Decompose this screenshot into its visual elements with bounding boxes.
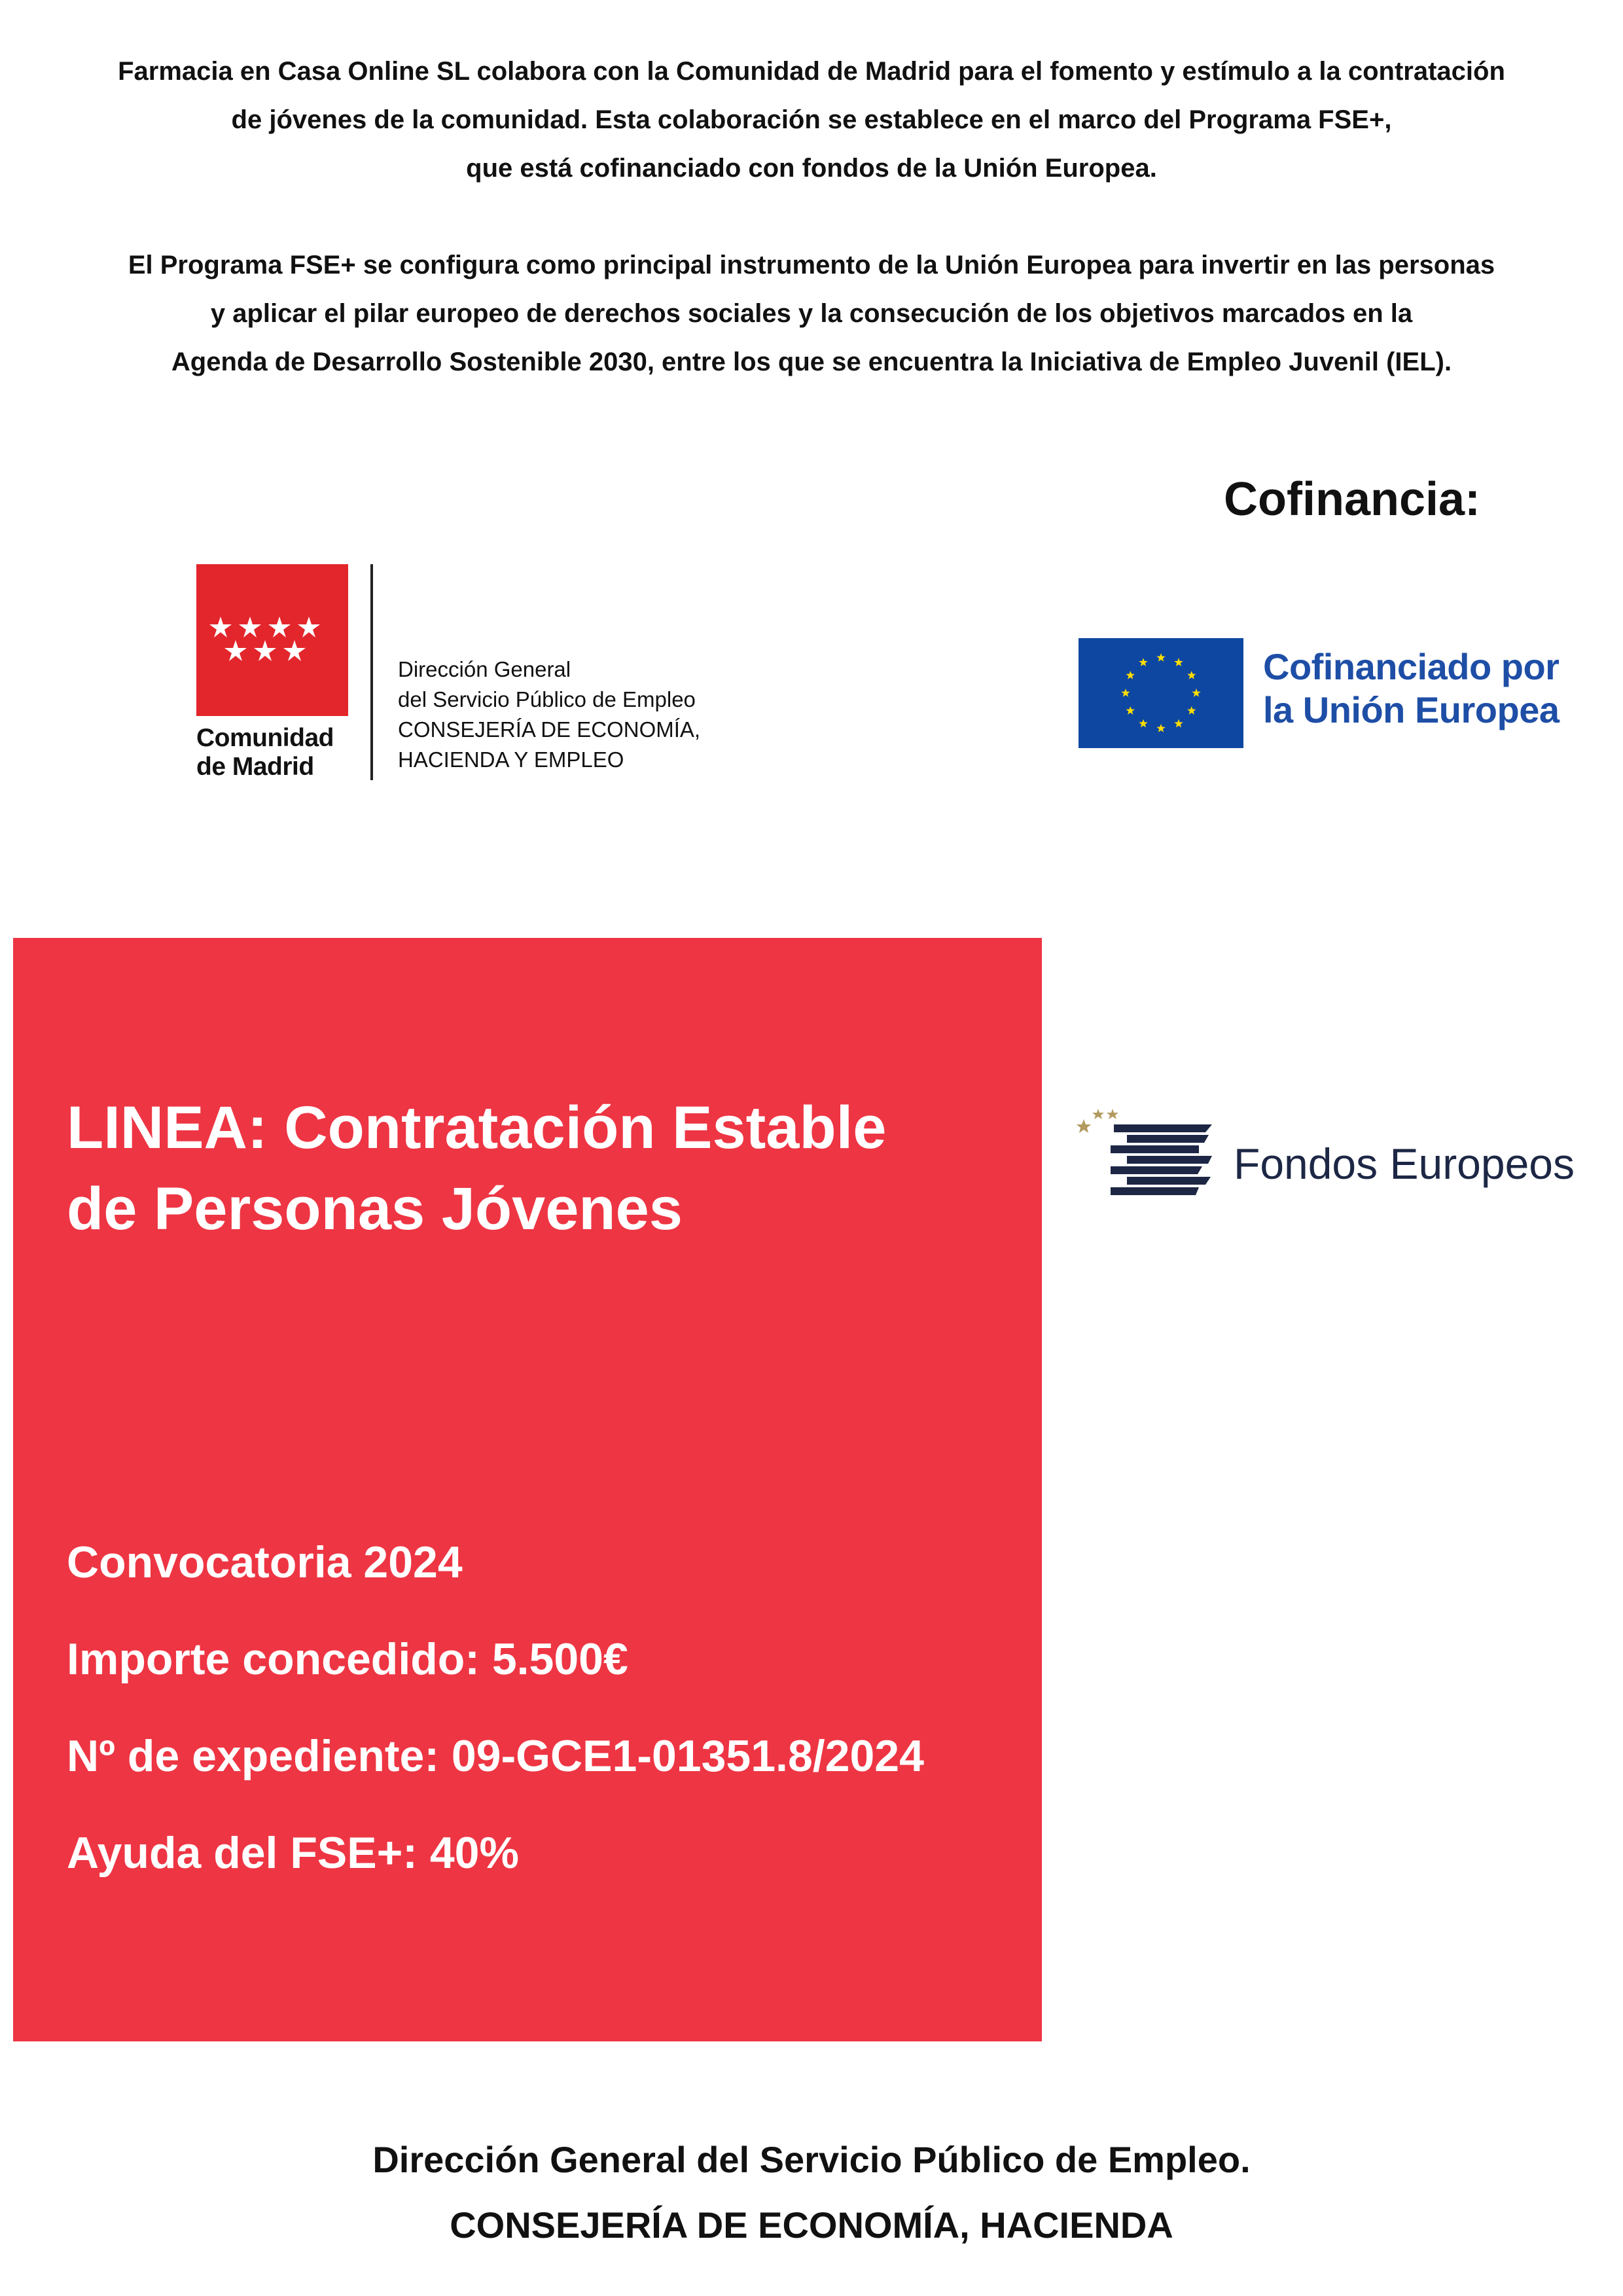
- fondos-europeos-icon: [1075, 1106, 1219, 1204]
- convocatoria-text: Convocatoria 2024: [67, 1537, 463, 1587]
- eu-star: [1121, 689, 1130, 697]
- stars-icon: [196, 564, 348, 716]
- panel-title-line-1: LINEA: Contratación Estable: [67, 1094, 887, 1161]
- eu-star: [1139, 719, 1147, 728]
- expediente-text: Nº de expediente: 09-GCE1-01351.8/2024: [67, 1731, 924, 1781]
- eu-star: [1126, 706, 1135, 715]
- eu-text-line-1: Cofinanciado por: [1263, 646, 1560, 687]
- eu-flag-icon: [1079, 638, 1243, 748]
- cofinancia-label: Cofinancia:: [1224, 473, 1481, 526]
- eu-star: [1139, 658, 1147, 666]
- eu-star: [1187, 671, 1196, 679]
- eu-star: [1174, 719, 1183, 728]
- eu-star: [1156, 724, 1165, 732]
- fondos-europeos-text: Fondos Europeos: [1234, 1139, 1575, 1188]
- importe-text: Importe concedido: 5.500€: [67, 1634, 628, 1684]
- ayuda-text: Ayuda del FSE+: 40%: [67, 1828, 519, 1878]
- intro-line: Farmacia en Casa Online SL colabora con la Comunidad de Madrid para el fomento y estímulo a la contratación: [118, 57, 1505, 86]
- eu-star: [1187, 706, 1196, 715]
- department-line: del Servicio Público de Empleo: [398, 687, 696, 711]
- panel-details: [67, 1536, 1022, 1924]
- comunidad-madrid-emblem: [196, 564, 348, 716]
- comunidad-madrid-name: [196, 724, 353, 781]
- comunidad-madrid-logo: [196, 564, 353, 780]
- intro-paragraph-2: [0, 241, 1623, 386]
- eu-star: [1192, 689, 1200, 697]
- intro-line: de jóvenes de la comunidad. Esta colaboración se establece en el marco del Programa FSE+,: [231, 105, 1392, 134]
- panel-title: [67, 1087, 1022, 1249]
- eu-star: [1156, 653, 1165, 662]
- intro-paragraph-1: [0, 47, 1623, 192]
- comunidad-madrid-department: [398, 655, 700, 775]
- eu-text-line-2: la Unión Europea: [1263, 689, 1560, 730]
- logo-divider: [370, 564, 373, 780]
- footer-line-1: Dirección General del Servicio Público de Empleo.: [372, 2139, 1251, 2180]
- department-line: HACIENDA Y EMPLEO: [398, 747, 624, 772]
- cm-name-line-2: de Madrid: [196, 753, 314, 781]
- program-info-panel: [13, 938, 1042, 2041]
- panel-title-line-2: de Personas Jóvenes: [67, 1175, 683, 1242]
- department-line: CONSEJERÍA DE ECONOMÍA,: [398, 717, 701, 742]
- intro-line: que está cofinanciado con fondos de la Unión Europea.: [466, 154, 1157, 183]
- eu-cofinanciado-text: [1263, 645, 1560, 732]
- eu-star: [1126, 671, 1135, 679]
- intro-line: y aplicar el pilar europeo de derechos sociales y la consecución de los objetivos marcados en la: [210, 299, 1413, 328]
- intro-line: Agenda de Desarrollo Sostenible 2030, entre los que se encuentra la Iniciativa de Empleo Juvenil (IEL).: [171, 348, 1452, 376]
- intro-line: El Programa FSE+ se configura como principal instrumento de la Unión Europea para invertir en las personas: [128, 251, 1495, 279]
- eu-star: [1174, 658, 1183, 666]
- department-line: Dirección General: [398, 657, 571, 681]
- footer-line-2: CONSEJERÍA DE ECONOMÍA, HACIENDA: [450, 2204, 1173, 2246]
- cm-name-line-1: Comunidad: [196, 724, 334, 752]
